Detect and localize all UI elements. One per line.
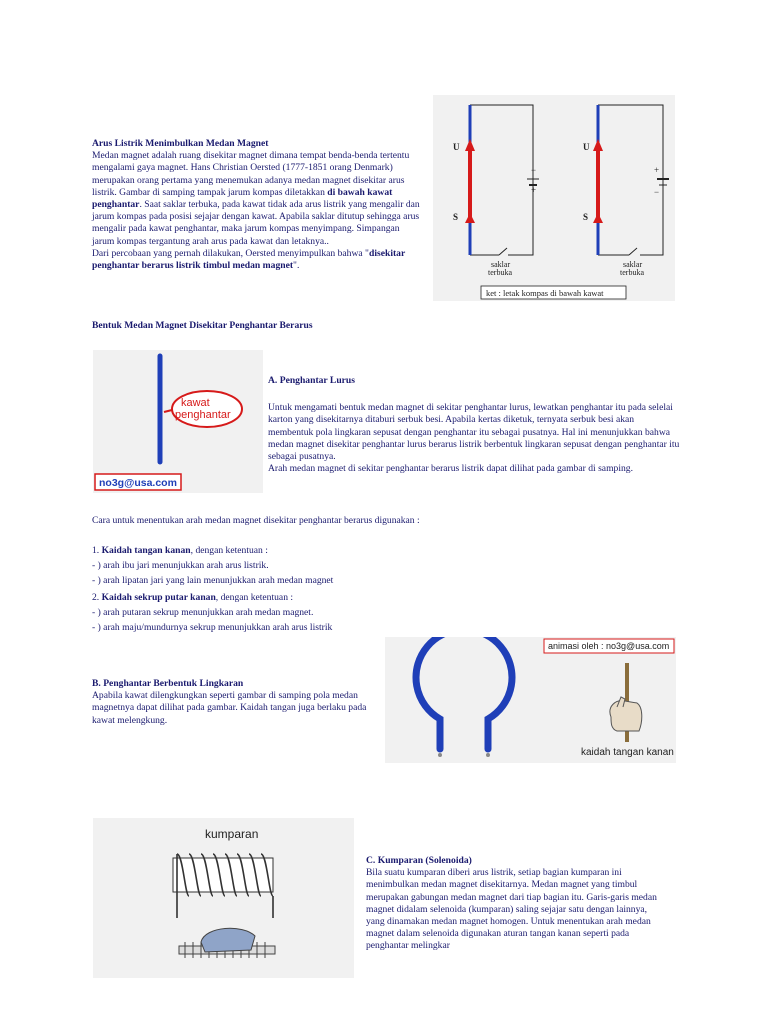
fig1-plus-left: +	[531, 185, 537, 195]
circular-wire-figure	[385, 637, 676, 763]
solenoid-figure	[93, 818, 354, 978]
oersted-paragraph-1: Medan magnet adalah ruang disekitar magnet dimana tempat benda-benda tertentu mengalami gaya magnet. Hans Christian Oersted (1777-1851 orang Denmark) merupakan orang pertama yang menemukan adanya medan magnet disekitar arus listrik. Gambar di samping tampak jarum kompas diletakkan di bawah kawat penghantar. Saat saklar terbuka, pada kawat tidak ada arus listrik yang mengalir dan jarum kompas pada posisi sejajar dengan kawat. Apabila saklar ditutup sehingga arus mengalir pada kawat penghantar, maka jarum kompas menyimpang. Simpangan jarum kompas tergantung arah arus pada kawat dan letaknya..	[92, 150, 420, 247]
fig1-switch-left-2: terbuka	[488, 268, 512, 277]
straight-paragraph-1: Untuk mengamati bentuk medan magnet di sekitar penghantar lurus, lewatkan penghantar itu pada selelai karton yang disekitarnya ditaburi serbuk besi. Apabila kertas diketuk, ternyata serbuk besi akan membentuk pola lingkaran sepusat dengan penghantar itu sebagai pusatnya. Hal ini menunjukkan bahwa medan magnet disekitar penghantar lurus berarus listrik berbentuk lingkaran sepusat dengan penghantar itu sebagai pusatnya.	[268, 402, 680, 463]
section-oersted	[92, 138, 424, 272]
section-solenoid	[366, 855, 666, 953]
rule-1: 1. Kaidah tangan kanan, dengan ketentuan :	[92, 545, 268, 557]
rule-1-a: - ) arah ibu jari menunjukkan arah arus listrik.	[92, 560, 269, 572]
fig1-plus-right: +	[654, 165, 660, 175]
oersted-paragraph-2: Dari percobaan yang pernah dilakukan, Oersted menyimpulkan bahwa "disekitar penghantar berarus listrik timbul medan magnet".	[92, 247, 406, 272]
section-title-straight: A. Penghantar Lurus	[268, 375, 355, 386]
fig2-email: no3g@usa.com	[99, 477, 177, 489]
fig1-north-left: U	[453, 142, 460, 152]
section-shape	[92, 320, 492, 332]
fig1-switch-right-1: saklar	[623, 260, 643, 269]
rules-intro: Cara untuk menentukan arah medan magnet disekitar penghantar berarus digunakan :	[92, 515, 420, 526]
fig1-switch-left-1: saklar	[491, 260, 511, 269]
oersted-figure	[433, 95, 675, 301]
section-title-circular: B. Penghantar Berbentuk Lingkaran	[92, 678, 244, 689]
fig2-label-1: kawat	[181, 397, 210, 409]
straight-wire-figure	[93, 350, 263, 493]
rules-block	[92, 515, 612, 635]
fig1-caption: ket : letak kompas di bawah kawat	[486, 288, 604, 298]
solenoid-paragraph: Bila suatu kumparan diberi arus listrik, setiap bagian kumparan ini menimbulkan medan magnet disekitarnya. Medan magnet yang timbul merupakan gabungan medan magnet dari tiap bagian itu. Garis-garis medan magnet didalam selenoida (kumparan) saling sejajar satu dengan lainnya, yang dinamakan medan magnet homogen. Untuk menentukan arah medan magnet dalam selenoida digunakan aturan tangan kanan seperti pada penghantar melingkar	[366, 867, 657, 952]
section-title-shape: Bentuk Medan Magnet Disekitar Penghantar Berarus	[92, 320, 313, 331]
section-circular-conductor	[92, 678, 374, 727]
rule-2: 2. Kaidah sekrup putar kanan, dengan ketentuan :	[92, 592, 294, 604]
fig1-north-right: U	[583, 142, 590, 152]
fig1-minus-left: −	[531, 165, 537, 175]
fig4-title: kumparan	[205, 827, 259, 841]
straight-paragraph-2: Arah medan magnet di sekitar penghantar berarus listrik dapat dilihat pada gambar di samping.	[268, 463, 633, 475]
rule-2-b: - ) arah maju/mundurnya sekrup menunjukkan arah arus listrik	[92, 622, 333, 634]
fig1-south-left: S	[453, 212, 459, 222]
section-straight-conductor	[268, 375, 680, 475]
fig1-south-right: S	[583, 212, 589, 222]
circular-paragraph: Apabila kawat dilengkungkan seperti gambar di samping pola medan magnetnya dapat dilihat pada gambar. Kaidah tangan juga berlaku pada kawat melengkung.	[92, 690, 367, 726]
section-title-oersted: Arus Listrik Menimbulkan Medan Magnet	[92, 138, 269, 149]
fig3-caption: kaidah tangan kanan	[581, 747, 674, 758]
fig2-label-2: penghantar	[175, 409, 231, 421]
fig3-animation-credit: animasi oleh : no3g@usa.com	[548, 641, 670, 651]
fig1-switch-right-2: terbuka	[620, 268, 644, 277]
rule-2-a: - ) arah putaran sekrup menunjukkan arah medan magnet.	[92, 607, 314, 619]
fig1-minus-right: −	[654, 187, 660, 197]
section-title-solenoid: C. Kumparan (Solenoida)	[366, 855, 472, 866]
rule-1-b: - ) arah lipatan jari yang lain menunjukkan arah medan magnet	[92, 575, 334, 587]
